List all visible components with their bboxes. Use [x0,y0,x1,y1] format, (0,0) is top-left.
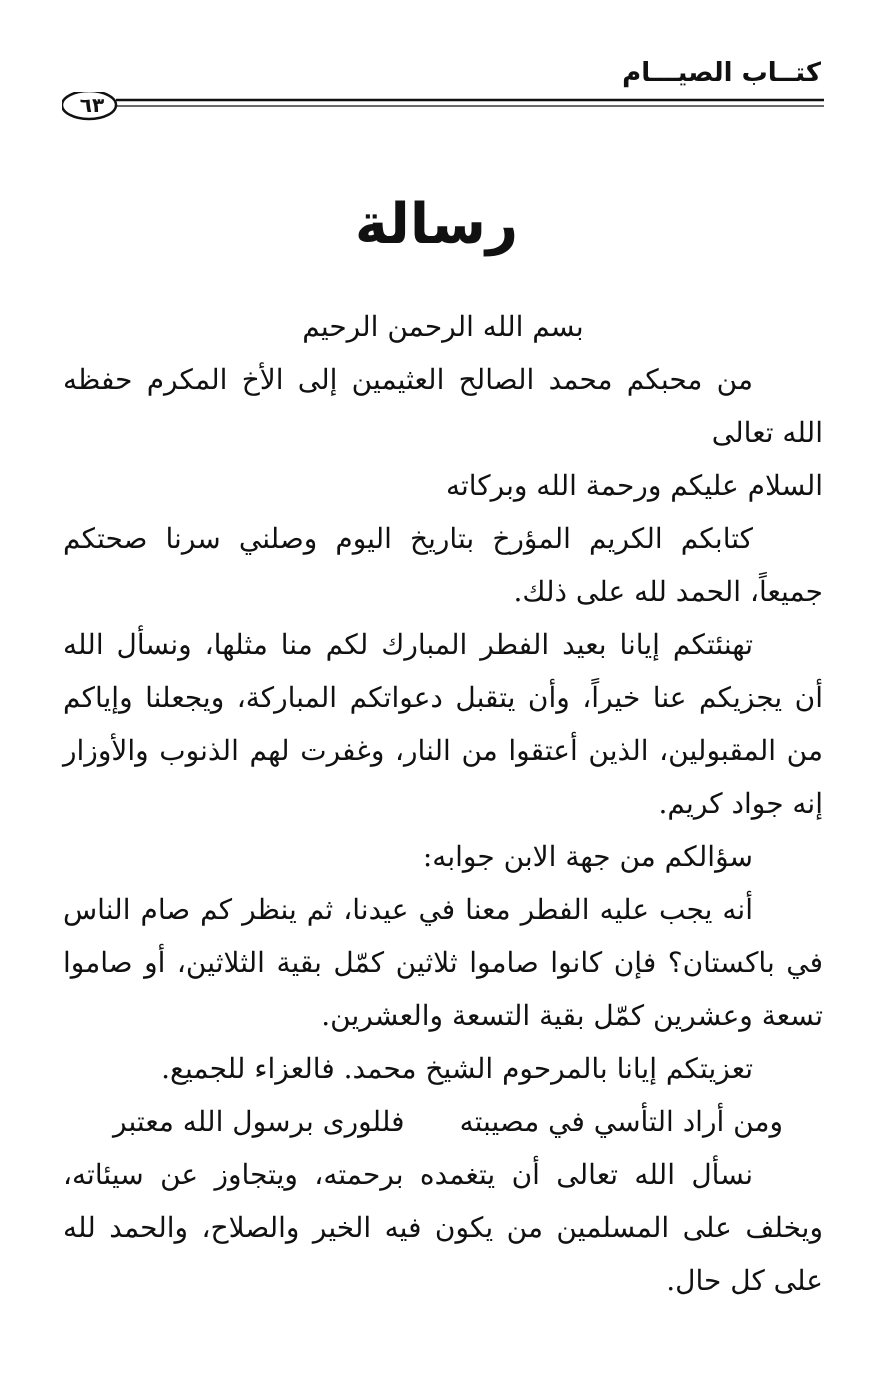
running-header-title: كتــاب الصيـــام [622,58,821,88]
verse-first-hemistich: ومن أراد التأسي في مصيبته [459,1105,783,1138]
basmala: بسم الله الرحمن الرحيم [302,310,584,343]
closing-paragraph: نسأل الله تعالى أن يتغمده برحمته، ويتجاوز عن سيئاته، ويخلف على المسلمين من يكون فيه الخير والصلاح، والحمد لله على كل حال. [63,1158,823,1297]
poetry-verse [63,1095,823,1148]
header-rule [62,92,824,124]
verse-second-hemistich: فللورى برسول الله معتبر [113,1105,405,1138]
paragraph-answer: أنه يجب عليه الفطر معنا في عيدنا، ثم ينظر كم صام الناس في باكستان؟ فإن كانوا صاموا ثلاثين كمّل بقية الثلاثين، أو صاموا تسعة وعشرين كمّل بقية التسعة والعشرين. [63,893,823,1032]
paragraph-condolence: تعزيتكم إيانا بالمرحوم الشيخ محمد. فالعزاء للجميع. [161,1052,753,1085]
paragraph-question-intro: سؤالكم من جهة الابن جوابه: [422,840,753,873]
greeting: السلام عليكم ورحمة الله وبركاته [445,469,823,502]
salutation-from: من محبكم محمد الصالح العثيمين إلى الأخ المكرم حفظه الله تعالى [63,363,823,449]
letter-body [63,300,823,1307]
paragraph-letter-received: كتابكم الكريم المؤرخ بتاريخ اليوم وصلني سرنا صحتكم جميعاً، الحمد لله على ذلك. [63,522,823,608]
paragraph-eid-congratulations: تهنئتكم إيانا بعيد الفطر المبارك لكم منا مثلها، ونسأل الله أن يجزيكم عنا خيراً، وأن يتقبل دعواتكم المباركة، ويجعلنا وإياكم من المقبولين، الذين أعتقوا من النار، وغفرت لهم الذنوب والأوزار إنه جواد كريم. [63,628,823,820]
page-number: ٦٣ [79,93,105,117]
letter-title: رسالة [354,192,519,257]
